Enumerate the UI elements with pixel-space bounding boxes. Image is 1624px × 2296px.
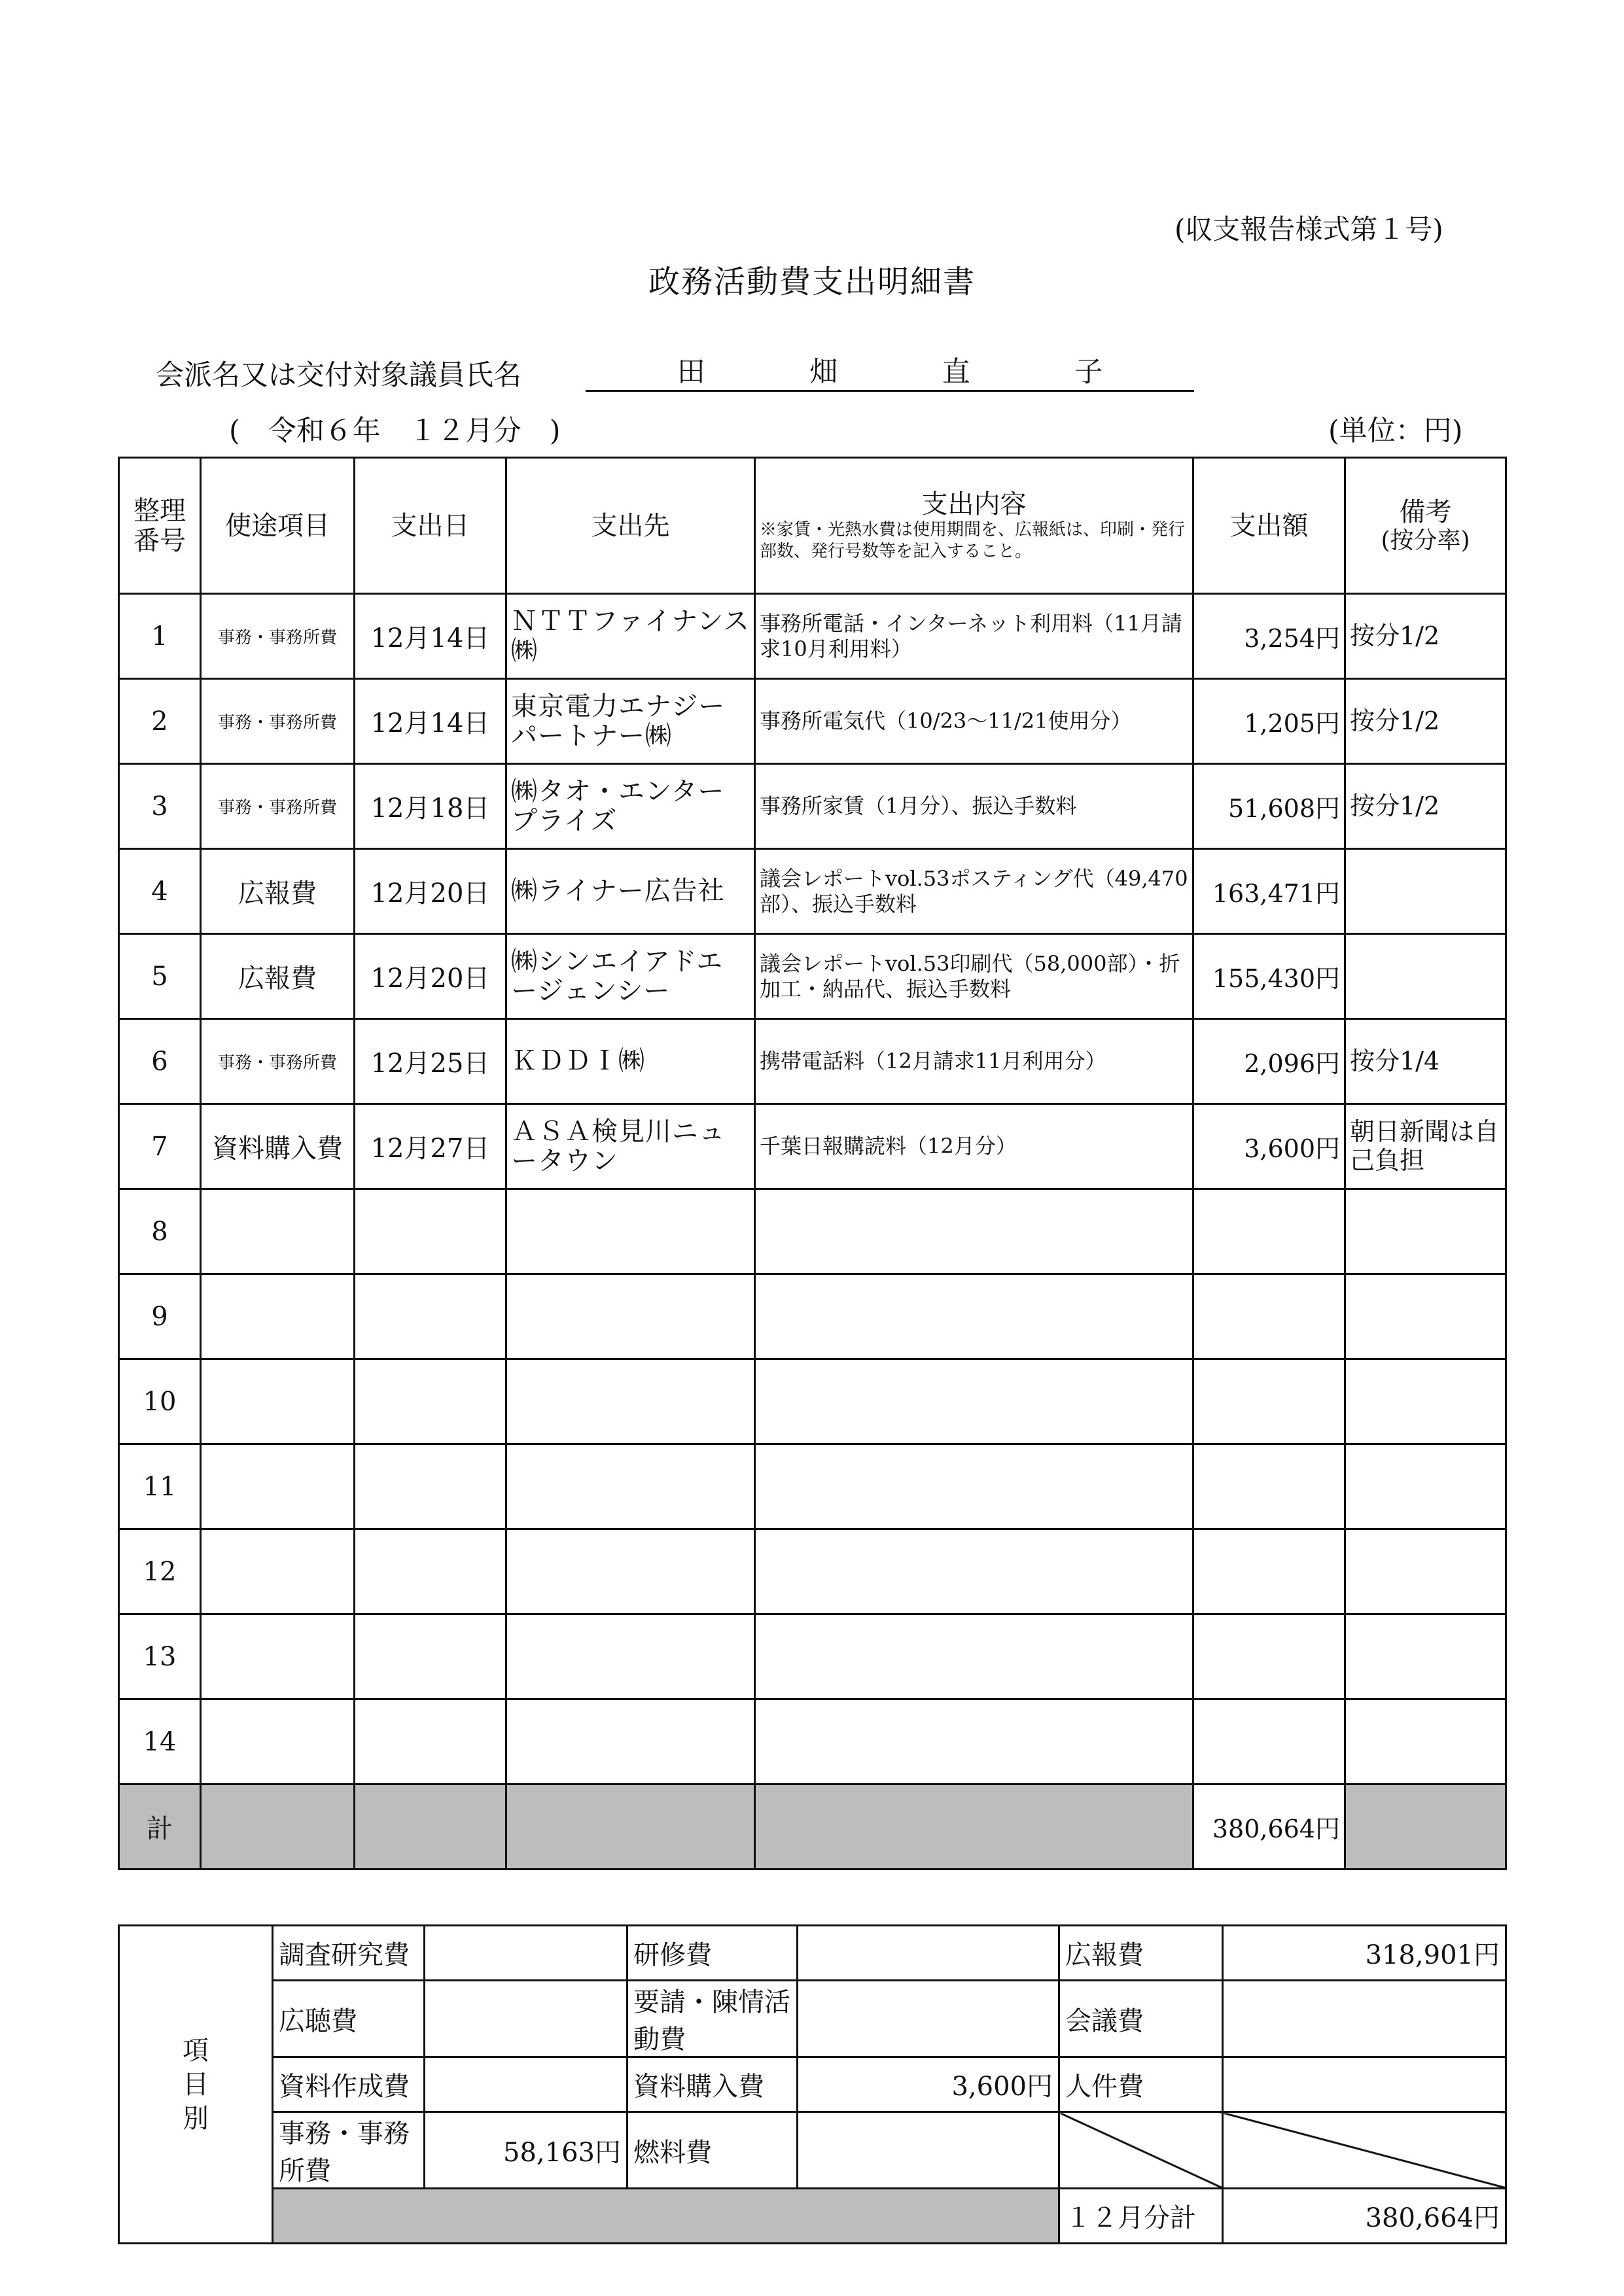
table-row — [119, 934, 1506, 1019]
row-note: 按分1/2 — [1345, 679, 1506, 764]
row-amount: 3,600円 — [1193, 1104, 1345, 1189]
row-note — [1345, 1444, 1506, 1529]
name-label: 会派名又は交付対象議員氏名 — [156, 359, 521, 392]
by-category-text: 項目別 — [183, 2035, 209, 2134]
header-payee: 支出先 — [506, 458, 755, 594]
row-use — [201, 1359, 355, 1444]
materials-buy-value: 3,600円 — [798, 2057, 1059, 2112]
header-description — [755, 458, 1193, 594]
row-date — [355, 1614, 506, 1699]
row-description: 議会レポートvol.53ポスティング代（49,470部）、振込手数料 — [755, 849, 1193, 934]
table-row — [119, 764, 1506, 849]
row-payee: ㈱タオ・エンタープライズ — [506, 764, 755, 849]
meeting-value — [1223, 1981, 1506, 2057]
row-use — [201, 1189, 355, 1274]
row-description — [755, 1359, 1193, 1444]
row-description: 議会レポートvol.53印刷代（58,000部）・折加工・納品代、振込手数料 — [755, 934, 1193, 1019]
row-amount — [1193, 1529, 1345, 1614]
unit-label: (単位：円) — [1328, 415, 1463, 447]
row-description — [755, 1699, 1193, 1784]
table-row — [119, 1274, 1506, 1359]
category-summary-table — [118, 1924, 1507, 2244]
materials-buy-label: 資料購入費 — [627, 2057, 798, 2112]
header-use: 使途項目 — [201, 458, 355, 594]
summary-shade — [273, 2189, 1059, 2244]
row-payee — [506, 1699, 755, 1784]
total-label: 計 — [119, 1784, 201, 1870]
pr-label: 広報費 — [1059, 1926, 1223, 1981]
row-date — [355, 1189, 506, 1274]
research-value — [425, 1926, 627, 1981]
total-shade — [506, 1784, 755, 1870]
total-shade — [755, 1784, 1193, 1870]
row-description: 千葉日報購読料（12月分） — [755, 1104, 1193, 1189]
row-date — [355, 1274, 506, 1359]
name-char: 直 — [942, 356, 970, 389]
hearing-value — [425, 1981, 627, 2057]
table-row — [119, 849, 1506, 934]
row-payee: ㈱シンエイアドエージェンシー — [506, 934, 755, 1019]
table-row — [119, 1699, 1506, 1784]
row-use: 事務・事務所費 — [201, 764, 355, 849]
diagonal-blank — [1059, 2112, 1223, 2189]
name-char: 田 — [677, 356, 705, 389]
row-description — [755, 1529, 1193, 1614]
row-use: 広報費 — [201, 934, 355, 1019]
row-note — [1345, 934, 1506, 1019]
row-note — [1345, 1699, 1506, 1784]
row-date: 12月20日 — [355, 849, 506, 934]
row-date — [355, 1359, 506, 1444]
row-amount — [1193, 1189, 1345, 1274]
row-payee — [506, 1274, 755, 1359]
petition-value — [798, 1981, 1059, 2057]
row-description: 事務所家賃（1月分）、振込手数料 — [755, 764, 1193, 849]
row-number: 5 — [119, 934, 201, 1019]
row-number: 6 — [119, 1019, 201, 1104]
row-amount — [1193, 1699, 1345, 1784]
row-amount: 155,430円 — [1193, 934, 1345, 1019]
row-use — [201, 1614, 355, 1699]
description-note: ※家賃・光熱水費は使用期間を、広報紙は、印刷・発行部数、発行号数等を記入すること。 — [760, 520, 1186, 561]
office-label: 事務・事務所費 — [273, 2112, 425, 2189]
row-amount — [1193, 1614, 1345, 1699]
header-amount: 支出額 — [1193, 458, 1345, 594]
table-row — [119, 679, 1506, 764]
row-date — [355, 1699, 506, 1784]
personnel-label: 人件費 — [1059, 2057, 1223, 2112]
row-number: 9 — [119, 1274, 201, 1359]
pr-value: 318,901円 — [1223, 1926, 1506, 1981]
row-note: 按分1/2 — [1345, 764, 1506, 849]
row-amount: 1,205円 — [1193, 679, 1345, 764]
total-amount: 380,664円 — [1193, 1784, 1345, 1870]
row-payee — [506, 1444, 755, 1529]
row-number: 7 — [119, 1104, 201, 1189]
row-use: 広報費 — [201, 849, 355, 934]
office-value: 58,163円 — [425, 2112, 627, 2189]
fuel-value — [798, 2112, 1059, 2189]
header-note — [1345, 458, 1506, 594]
row-amount — [1193, 1444, 1345, 1529]
row-note: 按分1/4 — [1345, 1019, 1506, 1104]
row-note — [1345, 1189, 1506, 1274]
row-use: 事務・事務所費 — [201, 1019, 355, 1104]
table-row — [119, 1019, 1506, 1104]
training-value — [798, 1926, 1059, 1981]
row-note — [1345, 1359, 1506, 1444]
row-description — [755, 1189, 1193, 1274]
row-date: 12月18日 — [355, 764, 506, 849]
training-label: 研修費 — [627, 1926, 798, 1981]
row-use — [201, 1274, 355, 1359]
row-number: 1 — [119, 594, 201, 679]
row-description: 事務所電気代（10/23～11/21使用分） — [755, 679, 1193, 764]
row-date: 12月20日 — [355, 934, 506, 1019]
row-number: 14 — [119, 1699, 201, 1784]
row-date: 12月25日 — [355, 1019, 506, 1104]
table-row — [119, 1529, 1506, 1614]
table-row — [119, 594, 1506, 679]
row-payee: ㈱ライナー広告社 — [506, 849, 755, 934]
row-payee — [506, 1614, 755, 1699]
row-date: 12月27日 — [355, 1104, 506, 1189]
by-category-label — [119, 1926, 273, 2244]
name-char: 畑 — [809, 356, 838, 389]
materials-make-label: 資料作成費 — [273, 2057, 425, 2112]
total-shade — [355, 1784, 506, 1870]
row-description — [755, 1614, 1193, 1699]
meeting-label: 会議費 — [1059, 1981, 1223, 2057]
row-note — [1345, 1274, 1506, 1359]
row-amount — [1193, 1274, 1345, 1359]
row-payee: ＮＴＴファイナンス㈱ — [506, 594, 755, 679]
row-use: 資料購入費 — [201, 1104, 355, 1189]
personnel-value — [1223, 2057, 1506, 2112]
row-amount — [1193, 1359, 1345, 1444]
hearing-label: 広聴費 — [273, 1981, 425, 2057]
row-payee: 東京電力エナジーパートナー㈱ — [506, 679, 755, 764]
row-note — [1345, 849, 1506, 934]
row-number: 4 — [119, 849, 201, 934]
row-note: 朝日新聞は自己負担 — [1345, 1104, 1506, 1189]
row-use: 事務・事務所費 — [201, 679, 355, 764]
diagonal-blank — [1223, 2112, 1506, 2189]
row-number: 13 — [119, 1614, 201, 1699]
row-payee — [506, 1359, 755, 1444]
row-note: 按分1/2 — [1345, 594, 1506, 679]
row-number: 3 — [119, 764, 201, 849]
row-amount: 3,254円 — [1193, 594, 1345, 679]
row-payee — [506, 1189, 755, 1274]
name-char: 子 — [1074, 356, 1103, 389]
note-subtitle: (按分率) — [1381, 527, 1470, 554]
row-note — [1345, 1614, 1506, 1699]
row-amount: 163,471円 — [1193, 849, 1345, 934]
header-number: 整理番号 — [119, 458, 201, 594]
description-title: 支出内容 — [921, 489, 1027, 519]
row-use — [201, 1699, 355, 1784]
table-row — [119, 1104, 1506, 1189]
row-use — [201, 1444, 355, 1529]
table-row — [119, 1444, 1506, 1529]
member-name — [586, 350, 1194, 392]
row-number: 8 — [119, 1189, 201, 1274]
form-number: (収支報告様式第１号) — [1174, 213, 1443, 245]
row-date — [355, 1444, 506, 1529]
document-title: 政務活動費支出明細書 — [648, 264, 976, 300]
row-payee — [506, 1529, 755, 1614]
row-amount: 2,096円 — [1193, 1019, 1345, 1104]
row-use: 事務・事務所費 — [201, 594, 355, 679]
report-period: ( 令和６年 １２月分 ) — [229, 415, 561, 447]
row-date: 12月14日 — [355, 594, 506, 679]
row-description: 事務所電話・インターネット利用料（11月請求10月利用料） — [755, 594, 1193, 679]
row-amount: 51,608円 — [1193, 764, 1345, 849]
research-label: 調査研究費 — [273, 1926, 425, 1981]
note-title: 備考 — [1399, 496, 1452, 527]
row-date: 12月14日 — [355, 679, 506, 764]
total-shade — [1345, 1784, 1506, 1870]
fuel-label: 燃料費 — [627, 2112, 798, 2189]
row-description — [755, 1274, 1193, 1359]
row-number: 11 — [119, 1444, 201, 1529]
month-total-label: １２月分計 — [1059, 2189, 1223, 2244]
table-row — [119, 1359, 1506, 1444]
table-row — [119, 1614, 1506, 1699]
table-row — [119, 1189, 1506, 1274]
row-number: 10 — [119, 1359, 201, 1444]
month-total-value: 380,664円 — [1223, 2189, 1506, 2244]
petition-label: 要請・陳情活動費 — [627, 1981, 798, 2057]
row-payee: ＡＳＡ検見川ニュータウン — [506, 1104, 755, 1189]
row-number: 2 — [119, 679, 201, 764]
expenditure-table — [118, 457, 1507, 1870]
row-number: 12 — [119, 1529, 201, 1614]
header-date: 支出日 — [355, 458, 506, 594]
row-description — [755, 1444, 1193, 1529]
row-date — [355, 1529, 506, 1614]
materials-make-value — [425, 2057, 627, 2112]
total-shade — [201, 1784, 355, 1870]
row-payee: ＫＤＤＩ㈱ — [506, 1019, 755, 1104]
row-use — [201, 1529, 355, 1614]
row-description: 携帯電話料（12月請求11月利用分） — [755, 1019, 1193, 1104]
row-note — [1345, 1529, 1506, 1614]
